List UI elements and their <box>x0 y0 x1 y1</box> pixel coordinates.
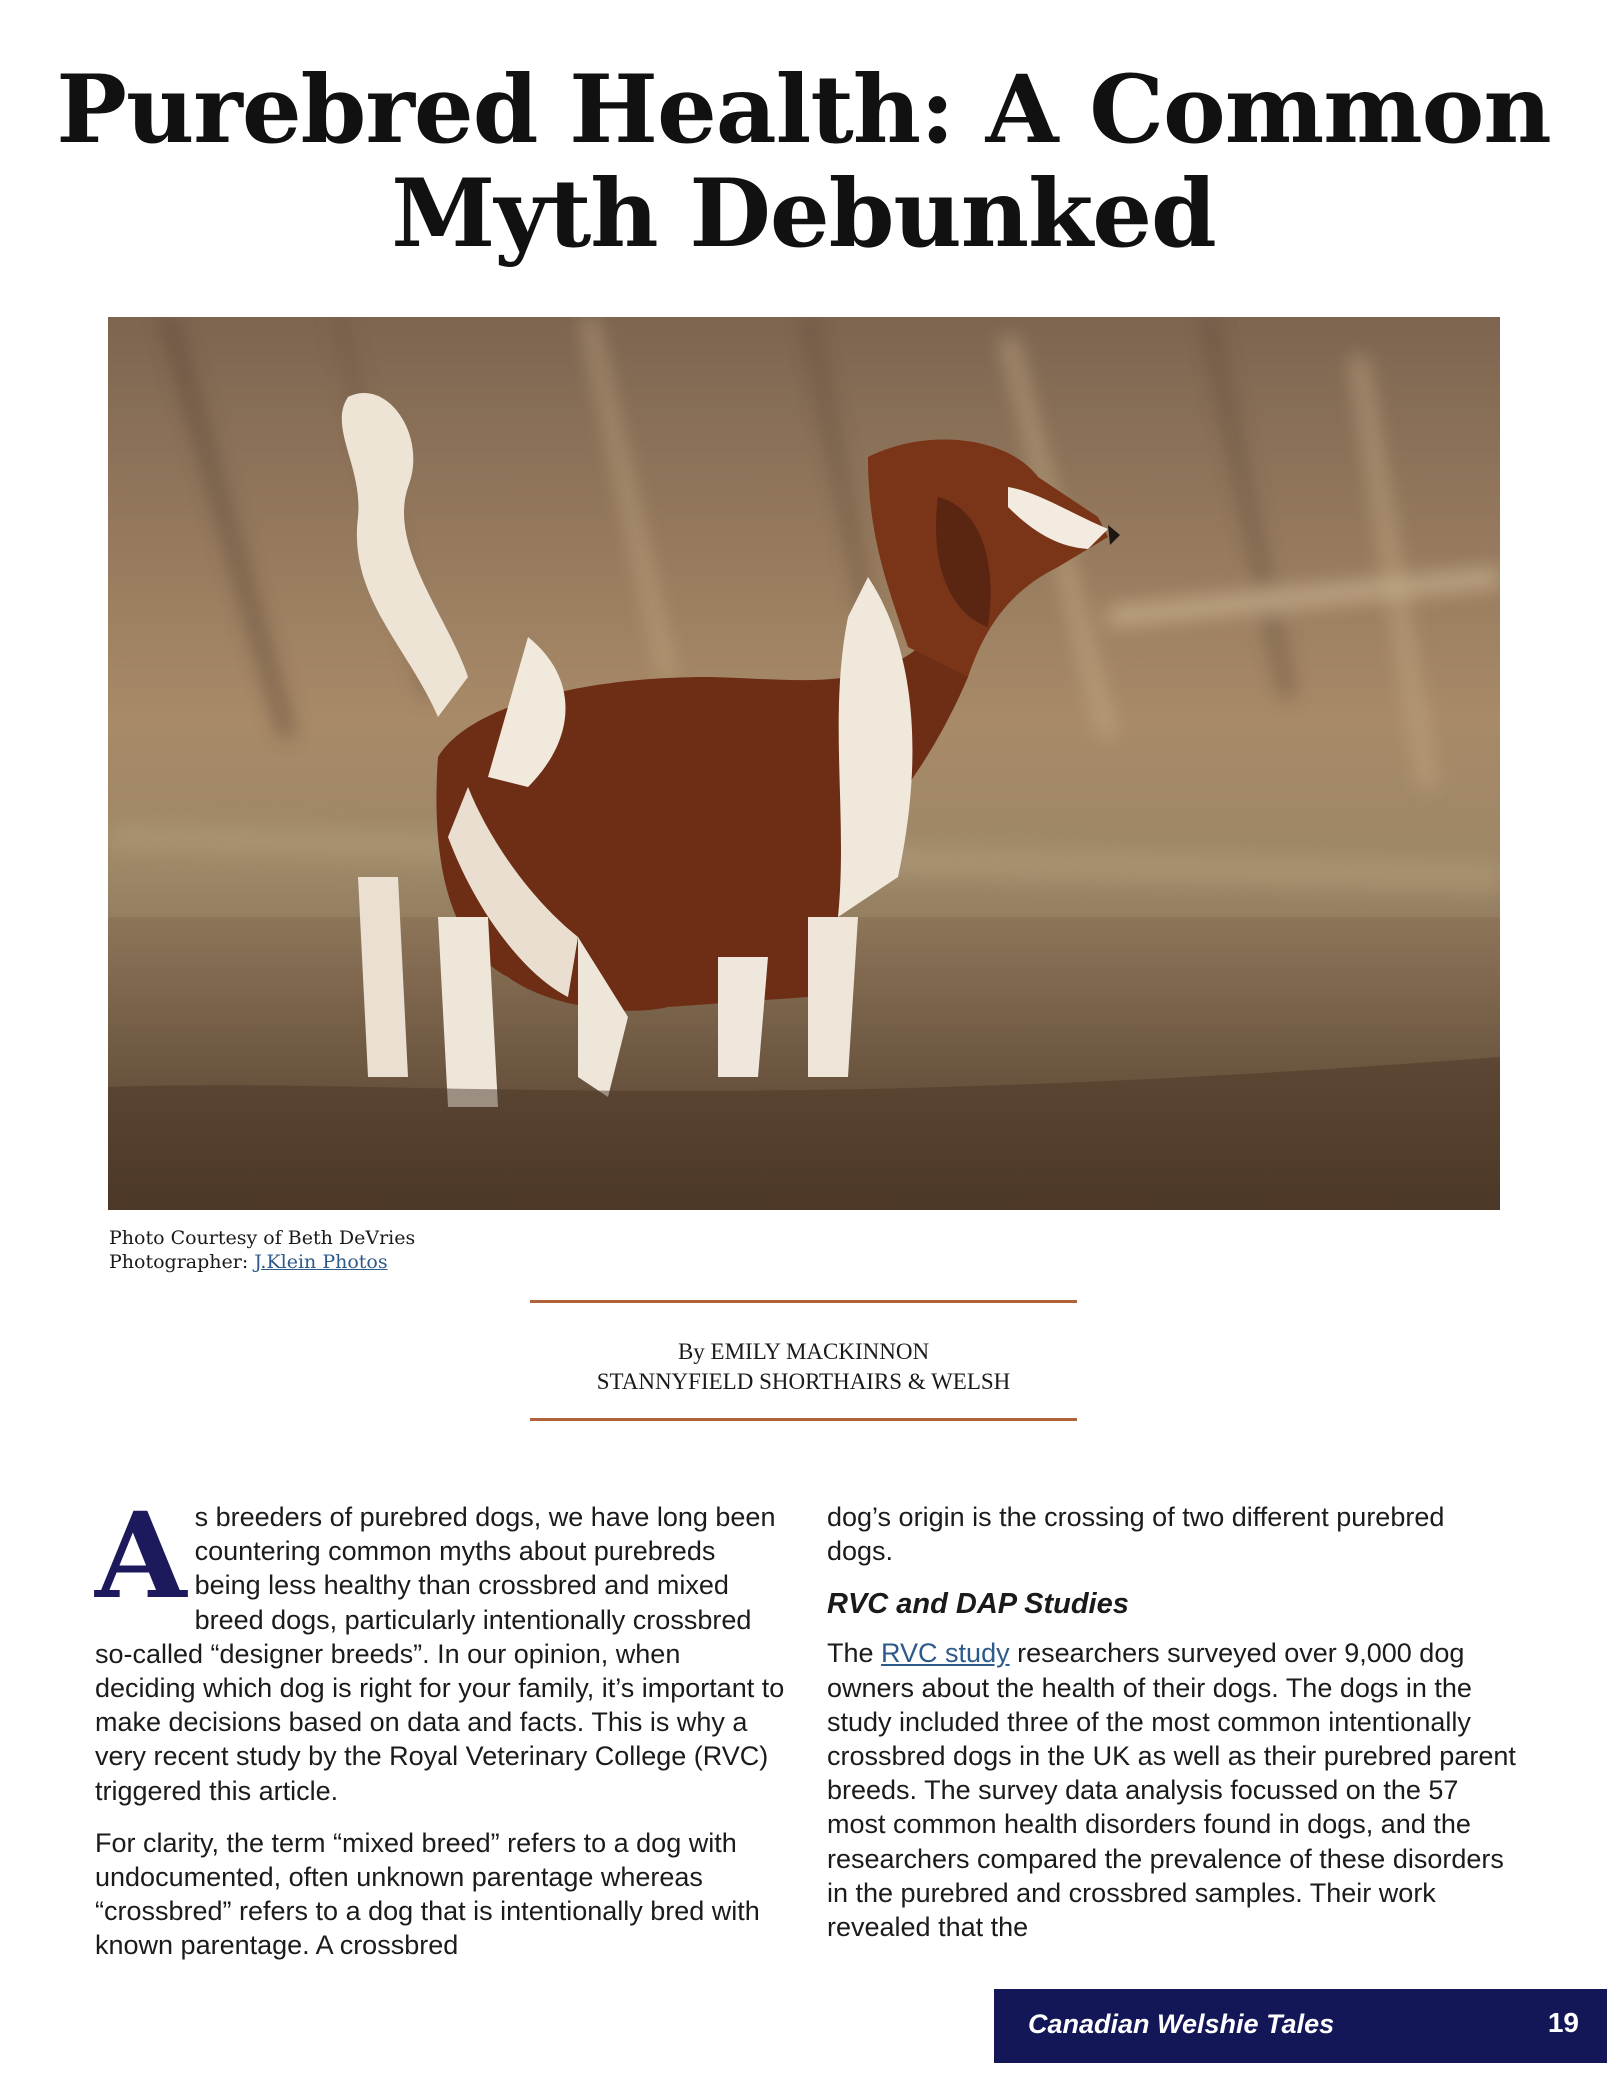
drop-cap: A <box>95 1486 187 1625</box>
article-column-left <box>95 1486 785 1981</box>
photo-credit <box>109 1226 415 1274</box>
byline-bottom-rule <box>530 1418 1077 1421</box>
welsh-springer-spaniel-photo <box>108 317 1500 1210</box>
paragraph-definitions: For clarity, the term “mixed breed” refers to a dog with undocumented, often unknown parentage whereas “crossbred” refers to a dog that is intentionally bred with known parentage. A crossbred <box>95 1827 760 1961</box>
dog-photo-illustration <box>108 317 1500 1210</box>
byline-top-rule <box>530 1300 1077 1303</box>
article-column-right <box>827 1500 1517 1962</box>
byline-author: By EMILY MACKINNON <box>677 1339 930 1364</box>
photo-courtesy: Photo Courtesy of Beth DeVries <box>109 1227 416 1249</box>
paragraph-crossbred-origin: dog’s origin is the crossing of two different purebred dogs. <box>827 1502 1445 1567</box>
photographer-link[interactable]: J.Klein Photos <box>254 1251 388 1273</box>
footer-bar <box>994 1989 1607 2063</box>
paragraph-intro <box>95 1486 785 1808</box>
photographer-label: Photographer: <box>109 1251 255 1273</box>
magazine-name: Canadian Welshie Tales <box>1028 2009 1335 2039</box>
byline <box>0 1337 1607 1397</box>
rvc-text-before: The <box>827 1638 882 1669</box>
title-line-1: Purebred Health: A Common <box>56 55 1551 165</box>
photographer-line <box>109 1250 415 1274</box>
paragraph-intro-text: s breeders of purebred dogs, we have long been countering common myths about purebreds being less healthy than crossbred and mixed breed dogs, particularly intentionally crossbred so-called “designer breeds”. In our opinion, when deciding which dog is right for your family, it’s important to make decisions based on data and facts. This is why a very recent study by the Royal Veterinary College (RVC) triggered this article. <box>95 1502 785 1806</box>
rvc-text-after: researchers surveyed over 9,000 dog owners about the health of their dogs. The dogs in the study included three of the most common intentionally crossbred dogs in the UK as well as their purebred parent breeds. The survey data analysis focussed on the 57 most common health disorders found in dogs, and the researchers compared the prevalence of these disorders in the purebred and crossbred samples. Their work revealed that the <box>827 1638 1516 1943</box>
article-title <box>0 55 1607 269</box>
title-line-2: Myth Debunked <box>391 159 1216 269</box>
section-heading: RVC and DAP Studies <box>827 1588 1129 1621</box>
page-number: 19 <box>1547 2007 1579 2038</box>
rvc-study-link[interactable]: RVC study <box>881 1638 1010 1669</box>
byline-kennel: STANNYFIELD SHORTHAIRS & WELSH <box>596 1369 1011 1394</box>
paragraph-rvc-study <box>827 1636 1517 1944</box>
